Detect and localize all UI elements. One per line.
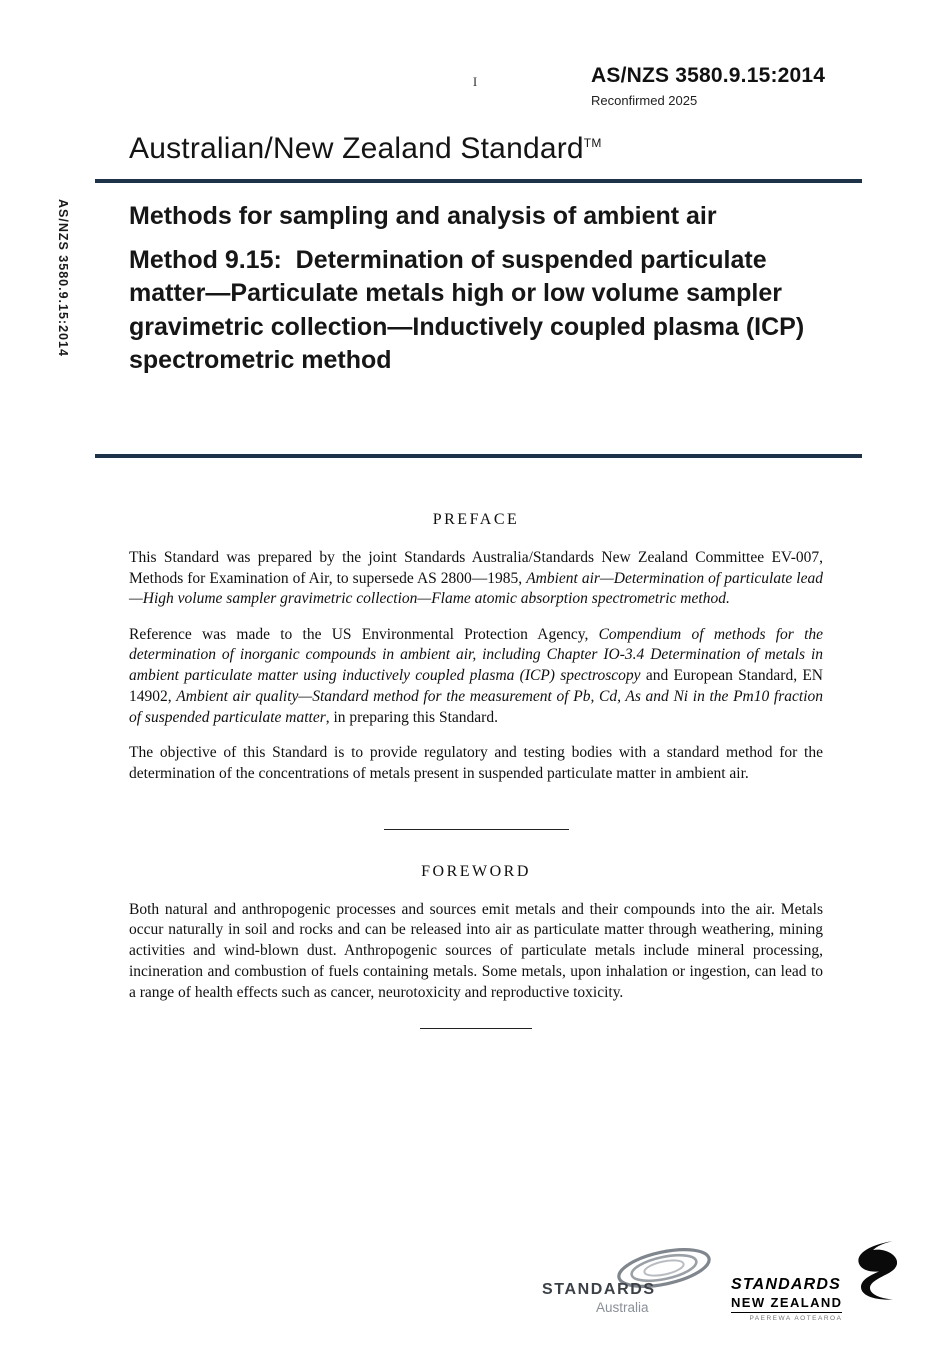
standards-australia-sub: Australia	[596, 1300, 649, 1315]
standards-new-zealand-logo	[731, 1240, 897, 1320]
preface-paragraph-2: Reference was made to the US Environmental Protection Agency, Compendium of methods for the determination of inorganic compounds in ambient air, including Chapter IO-3.4 Determination of metals in ambient particulate matter using inductively coupled plasma (ICP) spectroscopy and European Standard, EN 14902, Ambient air quality—Standard method for the measurement of Pb, Cd, As and Ni in the Pm10 fraction of suspended particulate matter, in preparing this Standard.	[129, 625, 824, 726]
reconfirmed-label: Reconfirmed 2025	[591, 93, 698, 108]
sidebar-vertical-label: AS/NZS 3580.9.15:2014	[56, 199, 70, 357]
preface-heading: PREFACE	[432, 511, 520, 528]
divider-rule-bottom	[95, 454, 862, 458]
standard-code-block	[591, 64, 825, 108]
section-divider-1	[384, 829, 569, 830]
standards-nz-swoosh-icon	[855, 1240, 897, 1307]
standards-australia-logo	[538, 1243, 714, 1317]
section-divider-2	[420, 1028, 532, 1029]
standards-nz-wordmark	[731, 1276, 842, 1322]
masthead-title-text: Australian/New Zealand Standard	[129, 132, 584, 165]
doc-title-line1: Methods for sampling and analysis of ambient air	[129, 202, 717, 230]
foreword-heading: FOREWORD	[421, 862, 531, 880]
document-body	[129, 510, 823, 1029]
foreword-paragraph-1: Both natural and anthropogenic processes and sources emit metals and their compounds into the air. Metals occur naturally in soil and rocks and can be released into air as particulate matter through weathering, mining activities and wind-blown dust. Anthropogenic sources of particulate metals include mineral processing, incineration and combustion of fuels containing metals. Some metals, upon inhalation or ingestion, can lead to a range of health effects such as cancer, neurotoxicity and reproductive toxicity.	[129, 900, 823, 1001]
standards-nz-tagline: PAEREWA AOTEAROA	[749, 1315, 843, 1322]
trademark-symbol: TM	[583, 136, 602, 150]
standards-australia-wordmark	[542, 1281, 656, 1315]
masthead-title	[129, 132, 602, 166]
document-title-block	[129, 200, 835, 378]
preface-paragraph-1: This Standard was prepared by the joint Standards Australia/Standards New Zealand Committee EV-007, Methods for Examination of Air, to supersede AS 2800—1985, Ambient air—Determination of particulate lead—High volume sampler gravimetric collection—Flame atomic absorption spectrometric method.	[129, 548, 823, 608]
preface-paragraph-3: The objective of this Standard is to provide regulatory and testing bodies with a standard method for the determination of the concentrations of metals present in suspended particulate matter in ambient air.	[129, 744, 823, 782]
standards-australia-name: STANDARDS	[542, 1281, 656, 1298]
doc-title-line2: Method 9.15: Determination of suspended particulate matter—Particulate metals high or low volume sampler gravimetric collection—Inductively coupled plasma (ICP) spectrometric method	[129, 245, 812, 374]
standards-nz-name: STANDARDS	[731, 1276, 842, 1293]
standard-code: AS/NZS 3580.9.15:2014	[591, 64, 826, 87]
standards-nz-sub: NEW ZEALAND	[731, 1295, 842, 1313]
page-number: I	[472, 74, 478, 89]
divider-rule-top	[95, 179, 862, 183]
